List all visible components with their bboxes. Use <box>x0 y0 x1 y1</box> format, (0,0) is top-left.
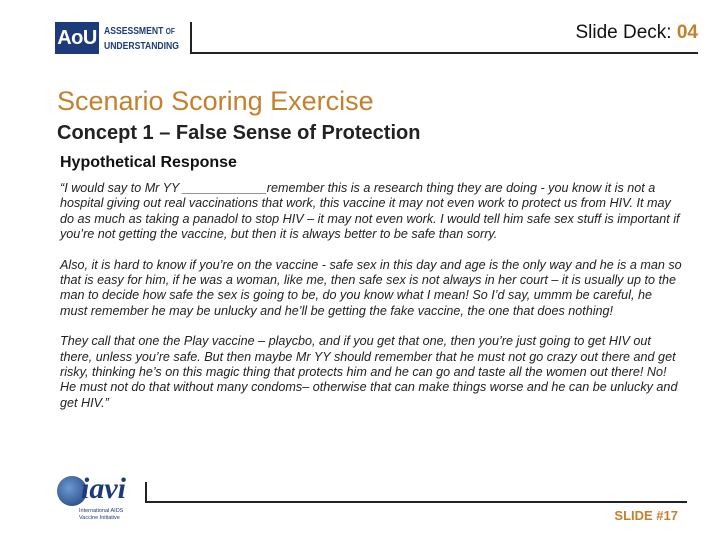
slide-deck-number: 04 <box>676 22 698 43</box>
aou-logo-line1: ASSESSMENT <box>104 25 164 37</box>
slide-deck-label <box>575 22 698 44</box>
section-heading: Hypothetical Response <box>60 154 237 171</box>
slide-deck-prefix: Slide Deck: <box>575 22 677 43</box>
iavi-logo-subtitle: International AIDS Vaccine Initiative <box>79 508 124 521</box>
response-paragraph: Also, it is hard to know if you’re on the vaccine - safe sex in this day and age is the only way and he is a man so that is easy for him, if he was a woman, like me, then safe sex is not always in her court – it is usually up to the man to decide how safe the sex is going to be, do you know what I mean! So I’d say, ummm be careful, he must remember he may be unlucky and he’ll be getting the fake vaccine, the one that does nothing! <box>60 257 682 318</box>
slide-number: SLIDE #17 <box>614 508 678 523</box>
footer-divider <box>145 482 687 503</box>
aou-logo-text <box>104 24 179 53</box>
aou-logo <box>55 22 180 54</box>
page-subtitle: Concept 1 – False Sense of Protection <box>57 122 421 144</box>
response-paragraph: They call that one the Play vaccine – playcbo, and if you get that one, then you’re just going to get HIV out there, unless you’re safe. But then maybe Mr YY should remember that he must not go crazy out there and get risky, thinking he’s on this magic thing that protects him and he can go and taste all the women out there! No! He must not do that without many condoms– otherwise that can make things worse and he can be unlucky and get HIV.” <box>60 334 678 410</box>
response-paragraph: “I would say to Mr YY ____________remember this is a research thing they are doing - you know it is not a hospital giving out real vaccinations that work, this vaccine it may not even work to protect us from HIV. It may do as much as taking a panadol to stop HIV – it may not even work. I would tell him safe sex stuff is important if you’re not getting the vaccine, but then it is always better to be safe than sorry. <box>60 181 680 242</box>
page-title: Scenario Scoring Exercise <box>57 86 374 116</box>
iavi-logo <box>57 472 137 528</box>
aou-logo-mark: AoU <box>55 22 99 54</box>
aou-logo-line2: UNDERSTANDING <box>104 40 179 52</box>
response-text <box>60 181 682 426</box>
iavi-logo-word: iavi <box>81 472 126 505</box>
aou-logo-of: OF <box>165 27 175 36</box>
